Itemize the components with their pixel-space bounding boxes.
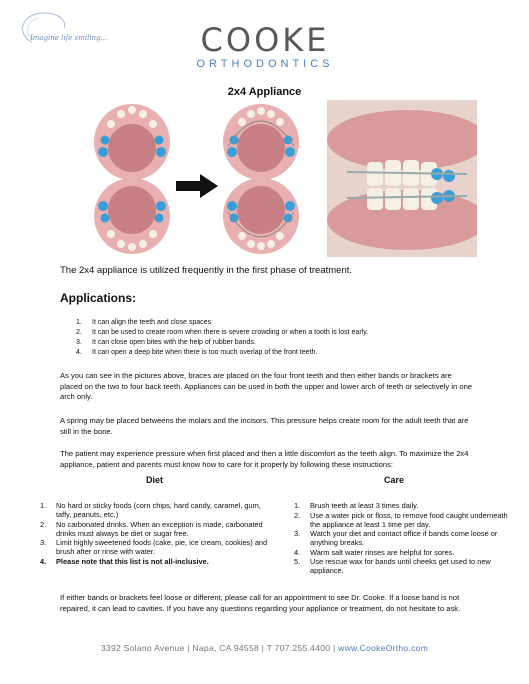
- applications-heading: Applications:: [60, 291, 137, 305]
- list-item: 4. Warm salt water rinses are helpful for sores.: [294, 547, 455, 557]
- page-title: 2x4 Appliance: [227, 86, 302, 98]
- paragraph-braces: As you can see in the pictures above, braces are placed on the four front teeth and then either bands or brackets are placed on the two to four back teeth. Appliances can be used in both the upper and lower arch of teeth or selectively in one arch only.: [60, 371, 473, 401]
- list-item: 5. Use rescue wax for bands until cheeks get used to new appliance.: [294, 557, 491, 575]
- swirl-logo-icon: [14, 8, 84, 48]
- brand-name: COOKE: [200, 21, 330, 59]
- list-item: 1. Brush teeth at least 3 times daily.: [294, 501, 419, 510]
- list-item: 2. No carbonated drinks. When an exception is made, carbonated drinks must always be diet or sugar free.: [40, 519, 263, 538]
- brand-subtitle: ORTHODONTICS: [196, 58, 334, 70]
- care-list: [294, 501, 514, 578]
- tagline: Imagine life smiling...: [30, 34, 108, 42]
- list-item: 3. Limit highly sweetened foods (cake, pie, ice cream, cookies) and brush after or rinse with water.: [40, 538, 268, 556]
- paragraph-loose-bands: If either bands or brackets feel loose or different, please call for an appointment to see Dr. Cooke. If a loose band is not repaired, it can lead to cavities. If you have any questions regarding your appliance or treatment, do not hesitate to ask.: [60, 593, 461, 613]
- care-heading: Care: [384, 475, 405, 485]
- list-item: 1. It can align the teeth and close spaces: [76, 319, 212, 326]
- footer-address: 3392 Solano Avenue | Napa, CA 94558 | T 707.255.4400 |: [100, 643, 336, 653]
- arch-illustration-after: [218, 100, 304, 257]
- footer: [0, 643, 529, 653]
- intro-text: The 2x4 appliance is utilized frequently in the first phase of treatment.: [60, 265, 353, 276]
- paragraph-spring: A spring may be placed betweens the molars and the incisors. This pressure helps create room for the adult teeth that are still in the bone.: [60, 416, 469, 436]
- list-item: 3. It can close open bites with the help of rubber bands.: [76, 339, 256, 346]
- brand-logo: [190, 21, 340, 70]
- list-item: 4. Please note that this list is not all-inclusive.: [40, 556, 209, 566]
- list-item: 4. It can open a deep bite when there is too much overlap of the front teeth.: [76, 349, 318, 356]
- diet-heading: Diet: [146, 475, 164, 485]
- side-view-illustration: [327, 100, 477, 257]
- website-link[interactable]: www.CookeOrtho.com: [338, 643, 429, 653]
- list-item: 2. It can be used to create room when there is severe crowding or when a tooth is lost early.: [76, 329, 369, 336]
- paragraph-care-intro: The patient may experience pressure when first placed and then a little discomfort as the teeth align. To maximize the 2x4 appliance, patient and parents must know how to care for it properly by following these instructions:: [60, 449, 469, 469]
- applications-list: [76, 318, 476, 358]
- arrow-right-icon: [176, 174, 218, 198]
- list-item: 1. No hard or sticky foods (corn chips, hard candy, caramel, gum, taffy, peanuts, etc.): [40, 501, 261, 519]
- list-item: 3. Watch your diet and contact office if bands come loose or anything breaks.: [294, 529, 498, 547]
- list-item: 2. Use a water pick or floss, to remove food caught underneath the appliance at least 1 time per day.: [294, 510, 508, 529]
- arch-illustration-before: [89, 100, 175, 257]
- diet-list: [40, 501, 272, 566]
